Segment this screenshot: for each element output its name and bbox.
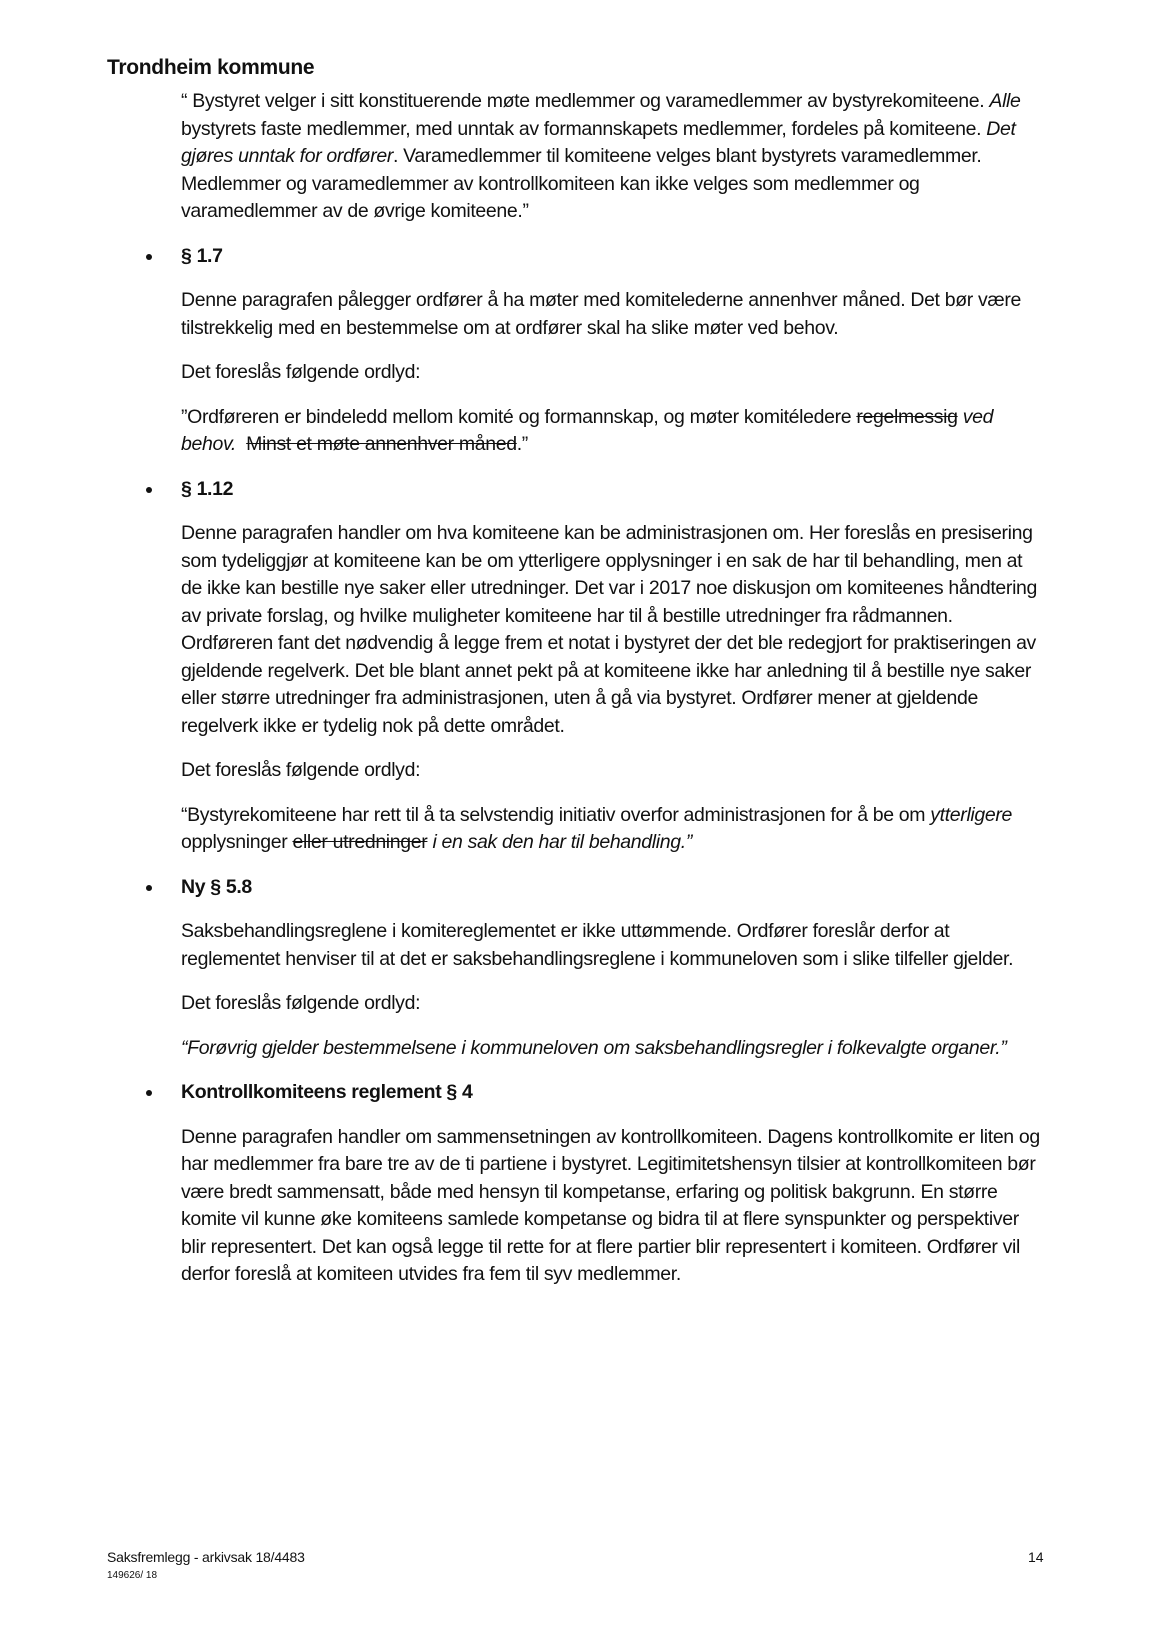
bullet-icon [146,254,152,260]
proposed-wording [181,404,1041,459]
footer-doc-id: 149626/ 18 [107,1570,158,1581]
proposal-label: Det foreslås følgende ordlyd: [181,992,421,1014]
bullet-icon [146,1090,152,1096]
text-run [236,433,246,455]
section-heading-text: Kontrollkomiteens reglement § 4 [181,1081,473,1103]
bullet-icon [146,885,152,891]
section-heading-kontrollkomite [181,1079,1041,1107]
struck-text: eller utredninger [292,831,428,853]
section-heading-5-8 [181,874,1041,902]
quoted-regulation-intro [181,88,1041,226]
section-heading-text: § 1.7 [181,244,223,267]
page-number: 14 [1028,1549,1044,1565]
text-run: . Varamedlemmer til komiteene velges blant bystyrets varamedlemmer. Medlemmer og varamedlemmer av kontrollkomiteen kan ikke velges som medlemmer og varamedlemmer av de øvrige komiteene.” [181,145,982,222]
footer-case-label: Saksfremlegg - arkivsak 18/4483 [107,1549,305,1565]
text-run: ”Ordføreren er bindeledd mellom komité og formannskap, og møter komitéledere [181,405,857,428]
italic-text: ved behov. [181,405,994,455]
italic-text: ytterligere [930,803,1013,826]
section-heading-1-12 [181,476,1041,504]
proposed-wording: “Forøvrig gjelder bestemmelsene i kommuneloven om saksbehandlingsregler i folkevalgte organer.” [181,1036,1007,1059]
bullet-icon [146,487,152,493]
text-run: opplysninger [181,831,293,853]
text-run: bystyrets faste medlemmer, med unntak av formannskapets medlemmer, fordeles på komiteene. [181,117,987,140]
section-body: Denne paragrafen handler om hva komiteene kan be administrasjonen om. Her foreslås en presisering som tydeliggjør at komiteene kan be om ytterligere opplysninger i en sak de har til behandling, men at de ikke kan bestille nye saker eller utredninger. Det var i 2017 noe diskusjon om komiteenes håndtering av private forslag, og hvilke muligheter komiteene har til å bestille utredninger fra rådmannen. Ordføreren fant det nødvendig å legge frem et notat i bystyret der det ble redegjort for praktiseringen av gjeldende regelverk. Det ble blant annet pekt på at komiteene ikke har anledning til å bestille nye saker eller større utredninger fra administrasjonen, uten å gå via bystyret. Ordfører mener at gjeldende regelverk ikke er tydelig nok på dette området. [181,522,1038,737]
section-body: Denne paragrafen handler om sammensetningen av kontrollkomiteen. Dagens kontrollkomite er liten og har medlemmer fra bare tre av de ti partiene i bystyret. Legitimitetshensyn tilsier at kontrollkomiteen bør være bredt sammensatt, både med hensyn til kompetanse, erfaring og politisk bakgrunn. En større komite vil kunne øke komiteens samlede kompetanse og bidra til at flere synspunkter og perspektiver blir representert. Det kan også legge til rette for at flere partier blir representert i komiteen. Ordfører vil derfor foreslå at komiteen utvides fra fem til syv medlemmer. [181,1125,1040,1285]
proposed-wording [181,802,1041,857]
section-body: Denne paragrafen pålegger ordfører å ha møter med komitelederne annenhver måned. Det bør være tilstrekkelig med en bestemmelse om at ordfører skal ha slike møter ved behov. [181,289,1021,339]
proposal-label: Det foreslås følgende ordlyd: [181,361,421,383]
italic-text: i en sak den har til behandling.” [432,831,692,853]
struck-text: regelmessig [856,405,958,428]
proposal-label: Det foreslås følgende ordlyd: [181,759,421,781]
text-run: “Bystyrekomiteene har rett til å ta selvstendig initiativ overfor administrasjonen for å be om [181,803,931,826]
struck-text: Minst et møte annenhver måned [246,433,517,455]
italic-text: Det gjøres unntak for ordfører [181,117,1016,167]
text-run: “ Bystyret velger i sitt konstituerende møte medlemmer og varamedlemmer av bystyrekomiteene. [181,90,990,112]
text-run: .” [516,433,528,455]
document-body [181,88,1041,1289]
section-body: Saksbehandlingsreglene i komitereglementet er ikke uttømmende. Ordfører foreslår derfor at reglementet henviser til at det er saksbehandlingsreglene i kommuneloven som i slike tilfeller gjelder. [181,920,1014,970]
section-heading-text: Ny § 5.8 [181,875,252,898]
section-heading-text: § 1.12 [181,477,234,500]
page-header-title: Trondheim kommune [107,56,315,79]
italic-text: Alle [989,90,1021,112]
section-heading-1-7 [181,243,1041,271]
